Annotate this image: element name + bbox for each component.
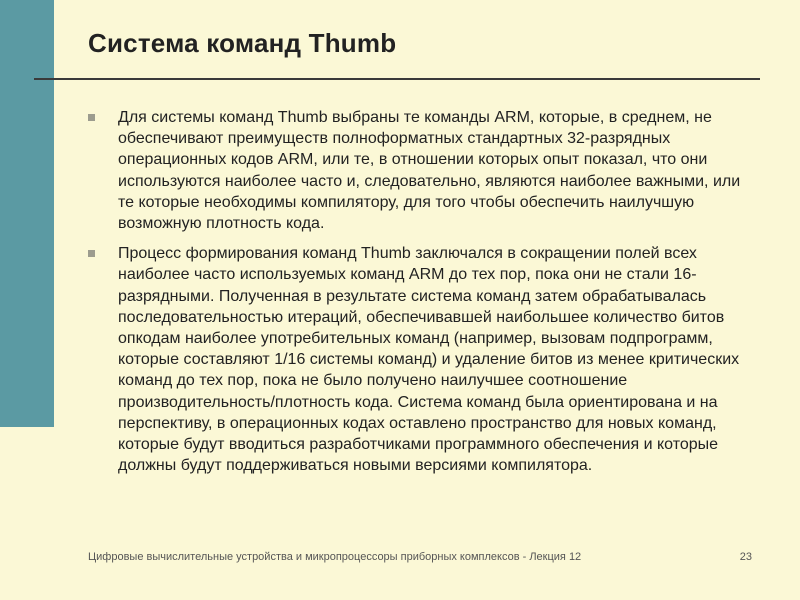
slide-title: Система команд Thumb (88, 28, 397, 58)
title-divider (34, 78, 760, 80)
page-number: 23 (739, 551, 752, 563)
square-bullet-icon (88, 114, 95, 121)
list-item (88, 243, 760, 476)
list-item (88, 107, 760, 234)
bullet-text: Для системы команд Thumb выбраны те команды ARM, которые, в среднем, не обеспечивают преимуществ полноформатных стандартных 32-разрядных операционных кодов ARM, или те, в отношении которых опыт показал, что они используются наиболее часто и, следовательно, являются наиболее важными, или те которые необходимы компилятору, для того чтобы обеспечить наилучшую возможную плотность кода. (118, 109, 741, 233)
footer-caption: Цифровые вычислительные устройства и микропроцессоры приборных комплексов - Лекция 12 (88, 551, 582, 563)
bullet-text: Процесс формирования команд Thumb заключался в сокращении полей всех наиболее часто используемых команд ARM до тех пор, пока они не стали 16-разрядными. Полученная в результате система команд затем обрабатывалась последовательностью итераций, обеспечивавшей наибольшее количество битов опкодам наиболее употребительных команд (например, вызовам подпрограмм, которые составляют 1/16 системы команд) и удаление битов из менее критических команд до тех пор, пока не было получено наилучшее соотношение производительность/плотность кода. Система команд была ориентирована и на перспективу, в операционных кодах оставлено пространство для новых команд, которые будут вводиться разработчиками программного обеспечения и которые должны будут поддерживаться новыми версиями компилятора. (118, 245, 740, 475)
bullet-list (88, 107, 760, 485)
side-accent-bar (0, 0, 54, 427)
square-bullet-icon (88, 250, 95, 257)
